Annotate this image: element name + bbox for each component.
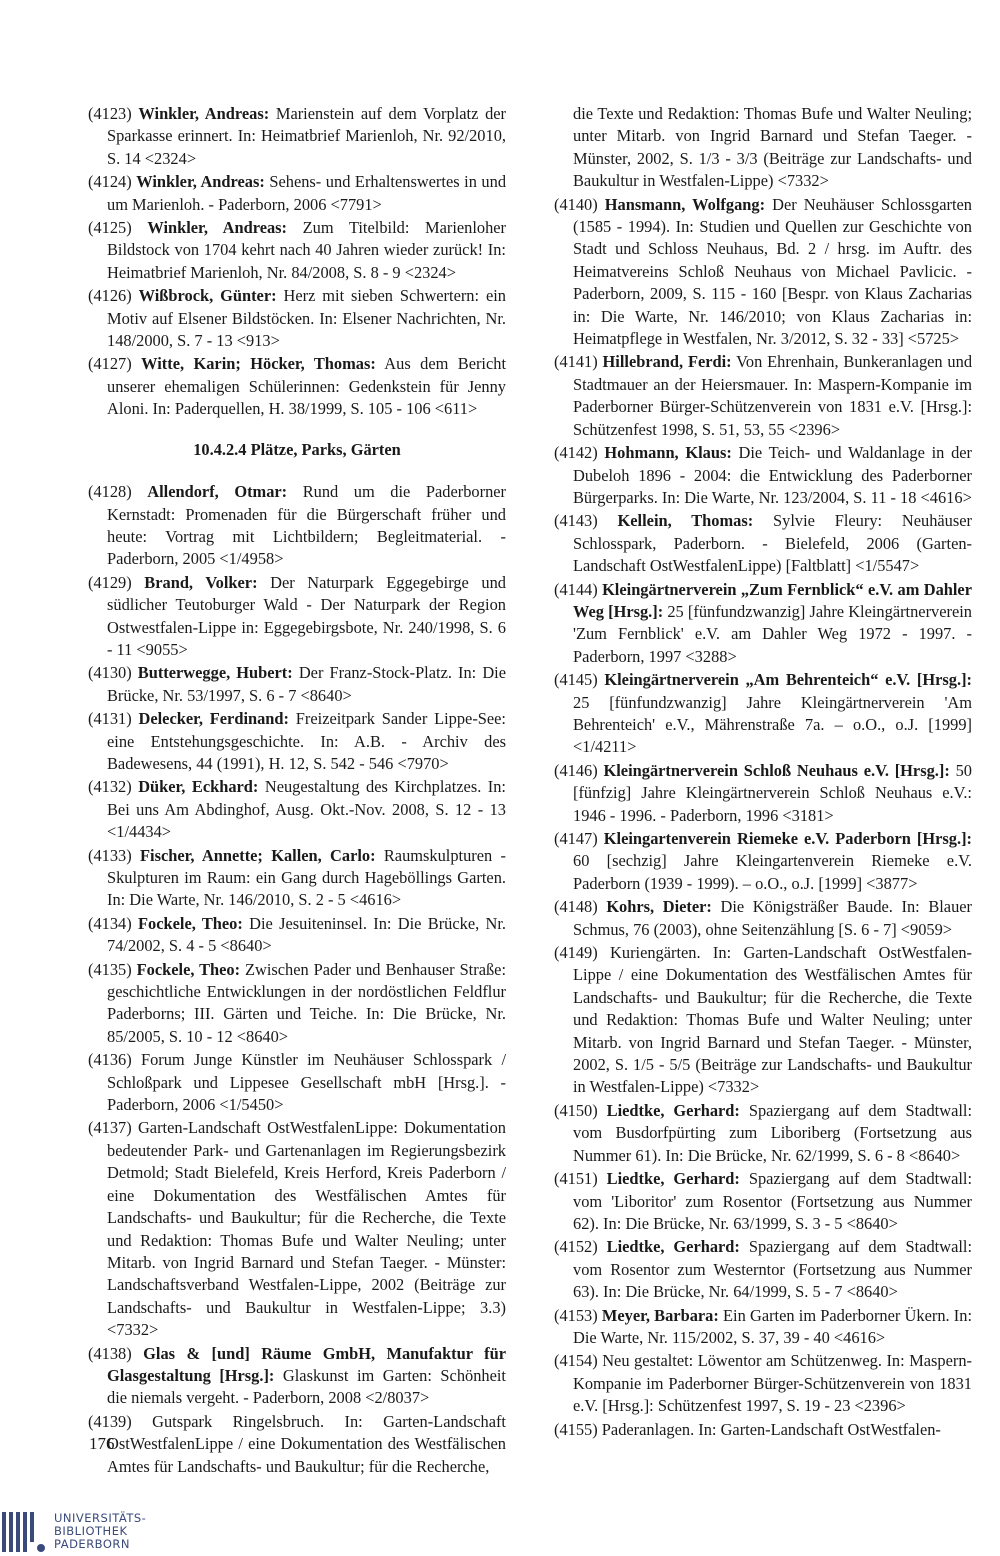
bibliography-entry [554,760,972,827]
logo-line-3: PADERBORN [54,1537,131,1551]
bibliography-entry [88,171,506,216]
entry-number: (4138) [88,1343,144,1363]
entry-number: (4150) [554,1100,607,1120]
bibliography-entry [554,896,972,941]
entry-author: Glas & [und] Räume GmbH, Manufaktur für Glasgestaltung [Hrsg.]: [107,1343,507,1385]
bibliography-entry [88,103,506,170]
entry-text: Forum Junge Künstler im Neuhäuser Schlosspark / Schloßpark und Lippesee Gesellschaft mbH [Hrsg.]. - Paderborn, 2006 <1/5450> [107,1050,506,1115]
entry-text: Raumskulpturen - Skulpturen im Raum: ein Gang durch Hageböllings Garten. In: Die Warte, Nr. 146/2010, S. 2 - 5 <4616> [107,845,506,910]
entry-text: Spaziergang auf dem Stadtwall: vom Busdorfpürting zum Liboriberg (Fortsetzung aus Nummer 61). In: Die Brücke, Nr. 62/1999, S. 6 - 8 <8640> [573,1100,973,1165]
left-column [88,103,506,1479]
entry-text: Sylvie Fleury: Neuhäuser Schlosspark, Paderborn. - Bielefeld, 2006 (Garten-Landschaft OstWestfalenLippe) [Faltblatt] <1/5547> [573,511,972,576]
bibliography-entry [554,1419,972,1441]
bibliography-entry [554,510,972,577]
entry-text: Aus dem Bericht unserer ehemaligen Schülerinnen: Gedenkstein für Jenny Aloni. In: Paderquellen, H. 38/1999, S. 105 - 106 <611> [107,354,507,419]
entry-text: Der Franz-Stock-Platz. In: Die Brücke, Nr. 53/1997, S. 6 - 7 <8640> [107,663,506,705]
bibliography-entry [88,1343,506,1410]
entry-text: Von Ehrenhain, Bunkeranlagen und Stadtmauer an der Heiersmauer. In: Maspern-Kompanie im Paderborner Bürger-Schützenverein von 1831 e.V. [Hrsg.]: Schützenfest 1998, S. 51, 53, 55 <2396> [573,352,973,439]
section-heading: 10.4.2.4 Plätze, Parks, Gärten [193,439,401,459]
bibliography-entry [88,845,506,912]
entry-number: (4148) [554,897,607,917]
entry-author: Liedtke, Gerhard: [606,1169,740,1189]
entry-number: (4123) [88,104,139,123]
entry-number: (4129) [88,572,145,592]
entry-author: Hillebrand, Ferdi: [602,352,732,372]
bibliography-entry [554,1350,972,1417]
entry-number: (4154) [554,1351,603,1371]
entry-number: (4146) [554,760,604,780]
bibliography-entry [88,959,506,1049]
entry-number: (4131) [88,709,139,729]
entry-author: Kleingärtnerverein Schloß Neuhaus e.V. [Hrsg.]: [603,760,950,780]
entry-text: Spaziergang auf dem Stadtwall: vom Rosentor zum Westerntor (Fortsetzung aus Nummer 63). In: Die Brücke, Nr. 64/1999, S. 5 - 7 <8640> [573,1237,973,1302]
entry-number: (4134) [88,913,139,933]
bibliography-entry [88,481,506,571]
bibliography-entry [554,1305,972,1350]
entries-list-top [88,103,506,421]
bibliography-entry [554,351,972,441]
library-logo-text [54,1512,146,1551]
bibliography-entry [554,1100,972,1167]
entry-text: Glaskunst im Garten: Schönheit die niemals vergeht. - Paderborn, 2008 <2/8037> [107,1365,506,1408]
entry-author: Kleingärtnerverein „Zum Fernblick“ e.V. am Dahler Weg [Hrsg.]: [573,579,972,621]
entry-author: Delecker, Ferdinand: [138,709,289,729]
entry-text: Kuriengärten. In: Garten-Landschaft OstWestfalen-Lippe / eine Dokumentation des Westfälischen Amtes für Landschafts- und Baukultur; für die Recherche, die Texte und Redaktion: Thomas Bufe und Walter Neuling; unter Mitarb. von Ingrid Barnard und Stefan Taeger. - Münster, 2002, S. 1/5 - 5/5 (Beiträge zur Landschafts- und Baukultur in Westfalen-Lippe) <7332> [573,943,973,1097]
library-logo [0,1510,170,1554]
entry-number: (4135) [88,959,137,979]
entry-text: Freizeitpark Sander Lippe-See: eine Entstehungsgeschichte. In: A.B. - Archiv des Badewesens, 44 (1991), H. 12, S. 542 - 546 <7970> [107,709,506,773]
entry-text: Herz mit sieben Schwertern: ein Motiv auf Elsener Bildstöcken. In: Elsener Nachrichten, Nr. 148/2000, S. 7 - 13 <913> [107,286,507,351]
entry-number: (4141) [554,352,603,372]
logo-line-2: BIBLIOTHEK [54,1524,128,1538]
bibliography-entry [88,353,506,420]
entry-author: Liedtke, Gerhard: [606,1100,740,1120]
page-number: 176 [89,1434,115,1453]
entry-number: (4125) [88,218,148,238]
bibliography-entry [88,1411,506,1478]
entry-text: Paderanlagen. In: Garten-Landschaft OstWestfalen- [601,1419,941,1439]
entry-author: Wißbrock, Günter: [138,286,277,306]
entry-author: Butterwegge, Hubert: [137,663,293,683]
entry-author: Witte, Karin; Höcker, Thomas: [141,354,376,374]
bibliography-entry [554,669,972,759]
bibliography-entry [554,1236,972,1303]
bibliography-entry [88,708,506,775]
entry-number: (4152) [554,1237,607,1257]
entry-author: Kleingärtnerverein „Am Behrenteich“ e.V. [Hrsg.]: [604,670,972,690]
entry-text: Zwischen Pader und Benhauser Straße: geschichtliche Entwicklungen in der nordöstlichen Feldflur Paderborns; III. Gärten und Teiche. In: Die Brücke, Nr. 85/2005, S. 10 - 12 <8640> [107,959,506,1046]
entry-text: Ein Garten im Paderborner Ükern. In: Die Warte, Nr. 115/2002, S. 37, 39 - 40 <4616> [573,1305,973,1347]
entry-author: Düker, Eckhard: [138,777,259,797]
entry-number: (4153) [554,1305,602,1325]
entry-author: Winkler, Andreas: [147,218,288,238]
entry-number: (4132) [88,777,139,797]
entry-number: (4130) [88,663,138,683]
entry-text: 25 [fünfundzwanzig] Jahre Kleingärtnerverein 'Am Behrenteich' e.V., Mährenstraße 7a. – o.O., o.J. [1999] <1/4211> [573,692,972,757]
entry-number: (4128) [88,482,148,502]
entry-text: Neu gestaltet: Löwentor am Schützenweg. In: Maspern-Kompanie im Paderborner Bürger-Schützenverein von 1831 e.V. [Hrsg.]: Schützenfest 1997, S. 19 - 23 <2396> [573,1351,973,1416]
entry-text: Spaziergang auf dem Stadtwall: vom 'Liboritor' zum Rosentor (Fortsetzung aus Nummer 62). In: Die Brücke, Nr. 63/1999, S. 3 - 5 <8640> [573,1169,973,1233]
entry-text: Der Naturpark Eggegebirge und südlicher Teutoburger Wald - Der Naturpark der Region Ostwestfalen-Lippe in: Eggegebirgsbote, Nr. 240/1998, S. 6 - 11 <9055> [107,572,506,659]
entry-text: Rund um die Paderborner Kernstadt: Promenaden für die Bürgerschaft früher und heute: Vortrag mit Lichtbildern; Begleitmaterial. - Paderborn, 2005 <1/4958> [107,482,506,569]
entry-text: Die Königsträßer Baude. In: Blauer Schmus, 76 (2003), ohne Seitenzählung [S. 6 - 7] <9059> [573,897,973,939]
entry-author: Kellein, Thomas: [617,511,754,531]
entry-text: Gutspark Ringelsbruch. In: Garten-Landschaft OstWestfalenLippe / eine Dokumentation des Westfälischen Amtes für Landschafts- und Baukultur; für die Recherche, [107,1411,506,1476]
entry-text: Neugestaltung des Kirchplatzes. In: Bei uns Am Abdinghof, Ausg. Okt.-Nov. 2008, S. 12 - 13 <1/4434> [107,777,506,842]
entry-number: (4155) [554,1419,602,1439]
bibliography-entry [88,217,506,284]
entry-text: Die Jesuiteninsel. In: Die Brücke, Nr. 74/2002, S. 4 - 5 <8640> [107,913,507,956]
bibliography-entry [88,1049,506,1116]
entry-number: (4149) [554,943,611,963]
bibliography-entry [554,942,972,1099]
entry-author: Brand, Volker: [144,572,258,592]
entries-list-right [554,103,972,1441]
entry-text: Zum Titelbild: Marienloher Bildstock von 1704 kehrt nach 40 Jahren wieder zurück! In: Heimatbrief Marienloh, Nr. 84/2008, S. 8 - 9 <2324> [107,218,507,282]
entry-text: Sehens- und Erhaltenswertes in und um Marienloh. - Paderborn, 2006 <7791> [107,172,507,214]
entry-number: (4139) [88,1411,153,1431]
entry-number: (4144) [554,579,603,599]
right-column [554,103,972,1442]
entry-author: Hansmann, Wolfgang: [604,194,766,214]
entry-text: Marienstein auf dem Vorplatz der Sparkasse erinnert. In: Heimatbrief Marienloh, Nr. 92/2010, S. 14 <2324> [107,104,506,168]
entry-author: Fockele, Theo: [138,913,243,933]
entry-author: Winkler, Andreas: [136,172,265,192]
entry-text: Der Neuhäuser Schlossgarten (1585 - 1994). In: Studien und Quellen zur Geschichte von Stadt und Schloss Neuhaus, Bd. 2 / hrsg. im Auftr. des Heimatvereins Schloß Neuhaus von Michael Pavlicic. - Paderborn, 2009, S. 115 - 160 [Bespr. von Klaus Zacharias in: Die Warte, Nr. 146/2010; von Klaus Zacharias in: Heimatpflege in Westfalen, Nr. 3/2012, S. 32 - 33] <5725> [573,194,972,349]
bibliography-entry [88,1117,506,1341]
bibliography-entry [88,662,506,707]
entry-author: Fischer, Annette; Kallen, Carlo: [140,845,376,865]
entry-number: (4145) [554,670,605,690]
bibliography-entry [554,194,972,351]
entry-text: 25 [fünfundzwanzig] Jahre Kleingärtnerverein 'Zum Fernblick' e.V. am Dahler Weg 1972 - 1997. - Paderborn, 1997 <3288> [573,601,972,666]
library-logo-icon [0,1510,52,1554]
entry-text: 50 [fünfzig] Jahre Kleingärtnerverein Schloß Neuhaus e.V.: 1946 - 1996. - Paderborn, 1996 <3181> [573,760,972,825]
bibliography-entry [554,579,972,669]
entry-author: Allendorf, Otmar: [147,482,288,502]
entry-number: (4142) [554,443,605,463]
entry-number: (4140) [554,194,605,214]
entry-number: (4137) [88,1118,138,1138]
entry-text: die Texte und Redaktion: Thomas Bufe und Walter Neuling; unter Mitarb. von Ingrid Barnard und Stefan Taeger. - Münster, 2002, S. 1/3 - 3/3 (Beiträge zur Landschafts- und Baukultur in Westfalen-Lippe) <7332> [573,104,972,191]
entry-number: (4136) [88,1050,141,1070]
entry-number: (4124) [88,172,137,192]
entry-author: Meyer, Barbara: [601,1305,719,1325]
bibliography-entry [554,1168,972,1235]
entry-author: Liedtke, Gerhard: [606,1237,740,1257]
bibliography-entry [554,103,972,193]
entry-number: (4151) [554,1169,607,1189]
entry-number: (4126) [88,286,139,306]
bibliography-entry [554,442,972,509]
entry-author: Kohrs, Dieter: [606,897,712,917]
entries-list-bottom [88,481,506,1478]
entry-author: Fockele, Theo: [136,959,241,979]
entry-author: Hohmann, Klaus: [604,443,732,463]
bibliography-entry [554,828,972,895]
entry-number: (4127) [88,354,142,374]
entry-text: 60 [sechzig] Jahre Kleingartenverein Riemeke e.V. Paderborn (1939 - 1999). – o.O., o.J. [1999] <3877> [573,851,972,893]
entry-text: Die Teich- und Waldanlage in der Dubeloh 1896 - 2004: die Entwicklung des Paderborner Bürgerparks. In: Die Warte, Nr. 123/2004, S. 11 - 18 <4616> [573,443,973,507]
entry-number: (4143) [554,511,618,531]
entry-number: (4147) [554,829,604,848]
bibliography-entry [88,913,506,958]
bibliography-entry [88,572,506,662]
entry-number: (4133) [88,845,141,865]
bibliography-entry [88,776,506,843]
logo-line-1: UNIVERSITÄTS- [54,1511,147,1525]
entry-author: Kleingartenverein Riemeke e.V. Paderborn [Hrsg.]: [603,829,972,848]
bibliography-entry [88,285,506,352]
entry-author: Winkler, Andreas: [138,104,270,123]
entry-text: Garten-Landschaft OstWestfalenLippe: Dokumentation bedeutender Park- und Gartenanlagen im Regierungsbezirk Detmold; Stadt Bielefeld, Kreis Herford, Kreis Paderborn / eine Dokumentation des Westfälischen Amtes für Landschafts- und Baukultur; für die Recherche, die Texte und Redaktion: Thomas Bufe und Walter Neuling; unter Mitarb. von Ingrid Barnard und Stefan Taeger. - Münster: Landschaftsverband Westfalen-Lippe, 2002 (Beiträge zur Landschafts- und Baukultur in Westfalen-Lippe; 3.3) <7332> [107,1118,506,1340]
